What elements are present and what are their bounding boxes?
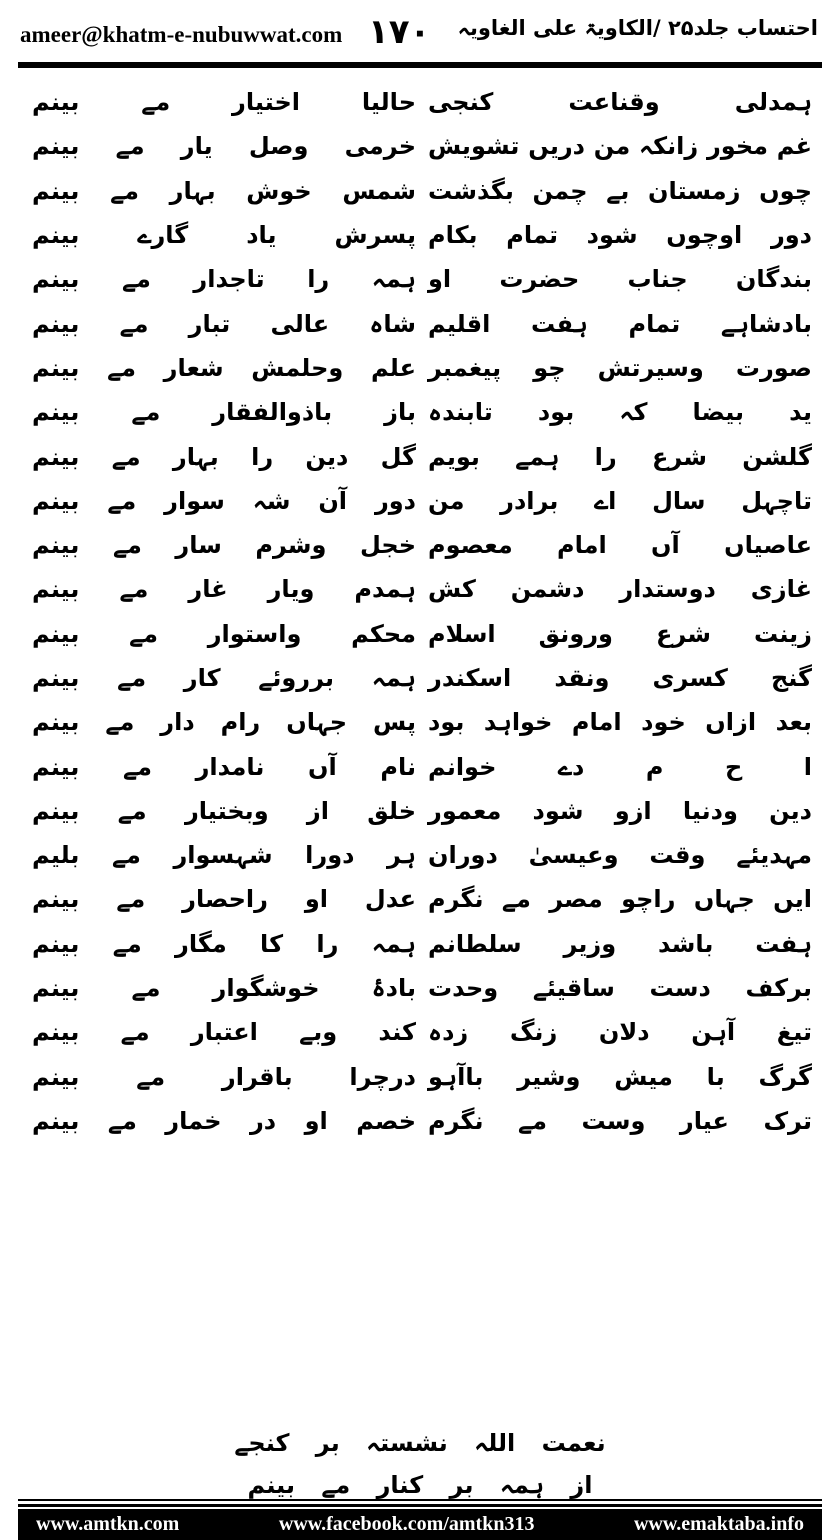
misra-first: ہمدلی وقناعت کنجی [428,88,812,117]
misra-second: ہر دورا شہسوار مے بلیم [32,841,416,870]
couplet [18,877,822,921]
misra-first: بعد ازاں خود امام خواہد بود [428,708,812,737]
misra-second: پسرش یاد گارے بینم [32,221,416,250]
misra-first: تیغ آہن دلان زنگ زدہ [428,1018,812,1047]
misra-second: بادۂ خوشگوار مے بینم [32,974,416,1003]
couplet [18,257,822,301]
couplet [18,80,822,124]
misra-second: ہمہ را کا مگار مے بینم [32,929,416,958]
misra-second: محکم واستوار مے بینم [32,619,416,648]
couplet [18,434,822,478]
header-title: احتساب جلد۲۵ /الکاویۃ علی الغاویہ [457,16,818,40]
misra-first: چوں زمستان بے چمن بگذشت [428,176,812,205]
misra-first: دور اوچوں شود تمام بکام [428,221,812,250]
misra-first: تاچہل سال اے برادر من [428,486,812,515]
header-rule [18,62,822,68]
closing-line-1: نعمت اللہ نشستہ بر کنجے [234,1429,606,1457]
couplet [18,567,822,611]
misra-second: خلق از وبختیار مے بینم [32,796,416,825]
couplet [18,744,822,788]
couplet [18,1099,822,1143]
footer-rule-thick [18,1504,822,1507]
closing-line-2: از ہمہ بر کنار مے بینم [247,1471,593,1499]
couplet [18,523,822,567]
misra-first: مہدیئے وقت وعیسیٰ دوران [428,841,812,870]
misra-second: ہمہ برروئے کار مے بینم [32,664,416,692]
misra-second: گل دین را بہار مے بینم [32,442,416,471]
misra-first: ید بیضا کہ بود تابندہ [428,398,812,427]
misra-second: علم وحلمش شعار مے بینم [32,353,416,382]
misra-second: باز باذوالفقار مے بینم [32,398,416,427]
misra-second: عدل او راحصار مے بینم [32,885,416,914]
page-number: ۱۷۰ [368,12,431,52]
misra-second: درچرا باقرار مے بینم [32,1062,416,1091]
misra-first: بادشاہے تمام ہفت اقلیم [428,309,812,338]
misra-first: بندگان جناب حضرت او [428,265,812,294]
misra-first: غازی دوستدار دشمن کش [428,575,812,604]
misra-second: شمس خوش بہار مے بینم [32,176,416,205]
misra-first: گلشن شرع را ہمے بویم [428,442,812,471]
misra-second: حالیا اختیار مے بینم [32,88,416,117]
misra-first: برکف دست ساقیئے وحدت [428,974,812,1003]
couplet [18,301,822,345]
footer-link-facebook[interactable]: www.facebook.com/amtkn313 [278,1513,535,1535]
couplet [18,700,822,744]
couplet [18,390,822,434]
couplet [18,612,822,656]
couplet [18,346,822,390]
closing-couplet [0,1422,840,1506]
misra-first: ہفت باشد وزیر سلطانم [428,929,812,958]
misra-first: دین ودنیا ازو شود معمور [428,796,812,825]
misra-second: دور آن شہ سوار مے بینم [32,486,416,515]
misra-first: غم مخور زانکہ من دریں تشویش [428,132,812,161]
couplet [18,789,822,833]
poem-body [18,80,822,1143]
couplet [18,833,822,877]
couplet [18,169,822,213]
misra-first: عاصیاں آں امام معصوم [428,531,812,560]
misra-first: صورت وسیرتش چو پیغمبر [428,353,812,382]
misra-first: گرگ با میش وشیر باآہو [428,1062,812,1091]
couplet [18,1055,822,1099]
couplet [18,213,822,257]
footer-link-amtkn[interactable]: www.amtkn.com [36,1513,180,1535]
footer-rule-thin [18,1499,822,1501]
misra-second: ہمدم ویار غار مے بینم [32,575,416,604]
misra-first: زینت شرع ورونق اسلام [428,619,812,648]
page-header [0,0,840,64]
couplet [18,1010,822,1054]
misra-second: نام آں نامدار مے بینم [32,752,416,781]
misra-second: خجل وشرم سار مے بینم [32,531,416,560]
misra-second: ہمہ را تاجدار مے بینم [32,265,416,294]
footer-link-emaktaba[interactable]: www.emaktaba.info [633,1513,804,1535]
misra-first: ا ح م دے خوانم [428,752,812,781]
couplet [18,922,822,966]
couplet [18,966,822,1010]
header-email: ameer@khatm-e-nubuwwat.com [20,22,343,47]
misra-second: خرمی وصل یار مے بینم [32,132,416,161]
footer-bar [18,1509,822,1540]
misra-first: گنج کسری ونقد اسکندر [428,664,812,692]
couplet [18,124,822,168]
couplet [18,479,822,523]
misra-second: شاہ عالی تبار مے بینم [32,309,416,338]
misra-first: ترک عیار وست مے نگرم [428,1106,812,1135]
misra-second: خصم او در خمار مے بینم [32,1106,416,1135]
couplet [18,656,822,700]
misra-first: ایں جہاں راچو مصر مے نگرم [428,885,812,914]
misra-second: پس جہاں رام دار مے بینم [32,708,416,737]
misra-second: کند وبے اعتبار مے بینم [32,1018,416,1047]
